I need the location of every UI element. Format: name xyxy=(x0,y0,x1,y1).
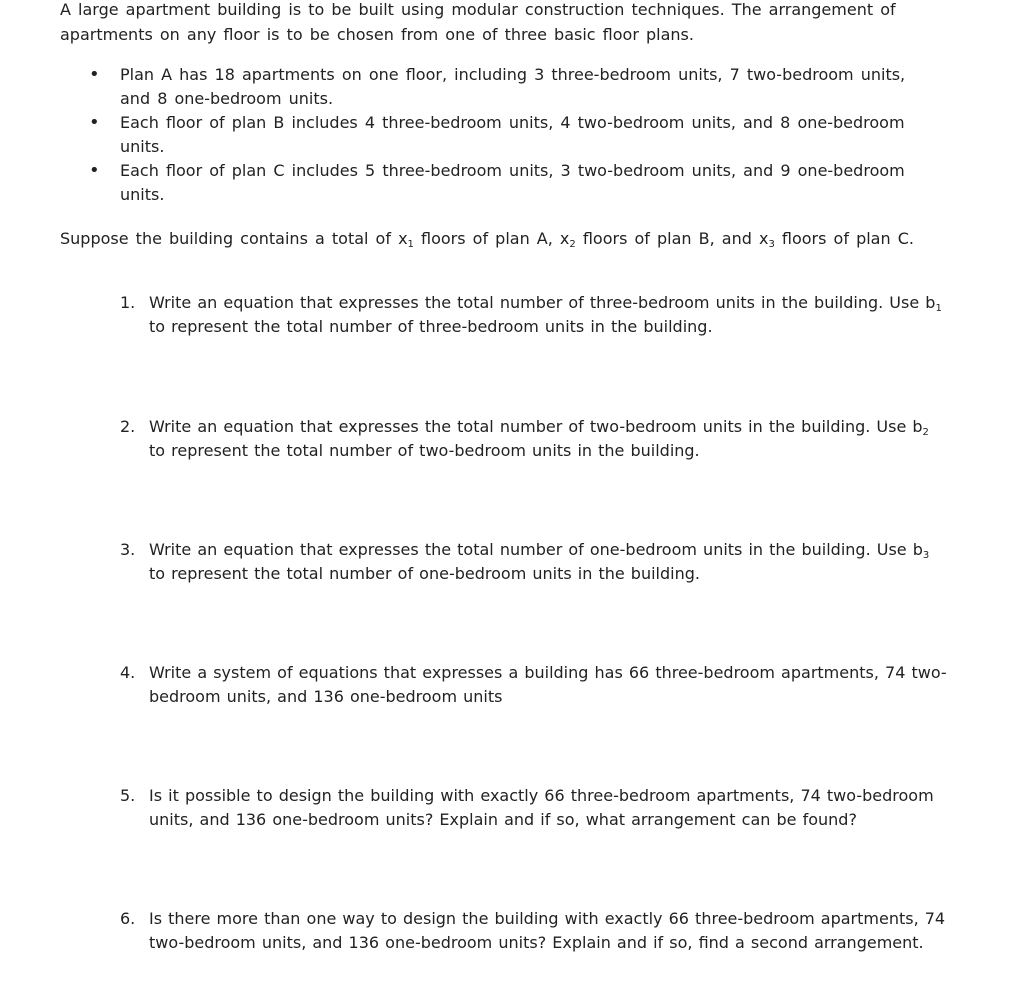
intro-paragraph: A large apartment building is to be built using modular construction techniques. The arrangement of apartments on any floor is to be chosen from one of three basic floor plans. xyxy=(60,0,896,44)
list-item-text: Each floor of plan B includes 4 three-bedroom units, 4 two-bedroom units, and 8 one-bedroom units. xyxy=(120,113,905,156)
question-text-part: Write an equation that expresses the total number of two-bedroom units in the building. Use b xyxy=(149,417,923,436)
question-5 xyxy=(120,784,950,832)
question-3 xyxy=(120,538,950,586)
question-4 xyxy=(120,661,950,709)
subscript: 1 xyxy=(935,303,942,314)
subscript: 2 xyxy=(569,239,576,250)
floor-plan-list xyxy=(0,63,1012,207)
question-text-part: to represent the total number of two-bedroom units in the building. xyxy=(149,441,700,460)
question-text: Is there more than one way to design the building with exactly 66 three-bedroom apartments, 74 two-bedroom units, and 136 one-bedroom units? Explain and if so, find a second arrangement. xyxy=(149,909,946,952)
question-number: 1. xyxy=(120,293,136,312)
question-2 xyxy=(120,415,950,463)
suppose-text: floors of plan A, x xyxy=(413,229,570,248)
question-text: Is it possible to design the building with exactly 66 three-bedroom apartments, 74 two-bedroom units, and 136 one-bedroom units? Explain and if so, what arrangement can be found? xyxy=(149,786,934,829)
question-text xyxy=(120,538,950,586)
subscript: 1 xyxy=(407,239,414,250)
list-item-plan-a xyxy=(0,63,930,111)
list-item-text: Plan A has 18 apartments on one floor, including 3 three-bedroom units, 7 two-bedroom units, and 8 one-bedroom units. xyxy=(120,65,906,108)
subscript: 3 xyxy=(922,550,930,561)
list-item-plan-b xyxy=(0,111,930,159)
question-text-part: Write an equation that expresses the total number of three-bedroom units in the building. Use b xyxy=(149,293,936,312)
question-1 xyxy=(120,291,950,339)
suppose-text: floors of plan B, and x xyxy=(575,229,769,248)
list-item-text: Each floor of plan C includes 5 three-bedroom units, 3 two-bedroom units, and 9 one-bedroom units. xyxy=(120,161,905,204)
question-text-part: to represent the total number of one-bedroom units in the building. xyxy=(149,564,700,583)
question-number: 4. xyxy=(120,663,136,682)
question-number: 5. xyxy=(120,786,136,805)
question-text-part: to represent the total number of three-bedroom units in the building. xyxy=(149,317,713,336)
bullet-icon: • xyxy=(89,160,100,181)
question-number: 2. xyxy=(120,417,136,436)
question-text-part: Write an equation that expresses the total number of one-bedroom units in the building. Use b xyxy=(149,540,923,559)
question-text: Write a system of equations that expresses a building has 66 three-bedroom apartments, 74 two-bedroom units, and 136 one-bedroom units xyxy=(149,663,947,706)
question-6 xyxy=(120,907,950,955)
bullet-icon: • xyxy=(89,64,100,85)
bullet-icon: • xyxy=(89,112,100,133)
question-text xyxy=(120,291,950,339)
suppose-text: Suppose the building contains a total of x xyxy=(60,229,408,248)
suppose-paragraph xyxy=(60,226,940,251)
question-number: 3. xyxy=(120,540,136,559)
question-number: 6. xyxy=(120,909,136,928)
subscript: 2 xyxy=(922,427,929,438)
subscript: 3 xyxy=(768,239,775,250)
suppose-text: floors of plan C. xyxy=(774,229,914,248)
question-text xyxy=(120,415,950,463)
list-item-plan-c xyxy=(0,159,930,207)
